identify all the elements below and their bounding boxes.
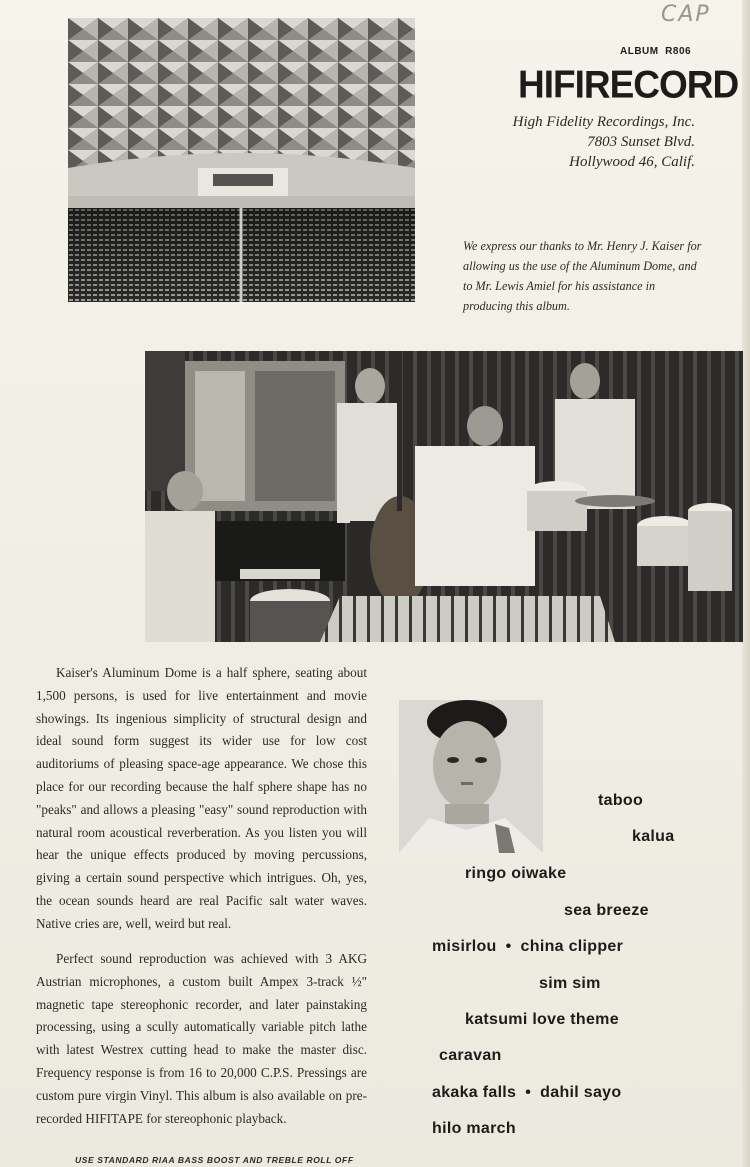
artist-portrait <box>399 700 543 853</box>
track-title: misirlou <box>432 938 497 955</box>
track-title: akaka falls <box>432 1084 517 1101</box>
track-separator: • <box>525 1084 532 1101</box>
track-title: ringo oiwake <box>465 865 567 882</box>
aluminum-dome-photo <box>68 18 415 302</box>
track-title: sea breeze <box>564 902 649 919</box>
track-line <box>432 1084 621 1102</box>
address-line: Hollywood 46, Calif. <box>569 154 695 170</box>
track-title: hilo march <box>432 1120 516 1137</box>
sleeve-edge <box>742 0 750 1167</box>
band-photo <box>145 351 743 642</box>
label-address <box>455 112 695 172</box>
track-line <box>432 938 623 956</box>
playback-instruction: USE STANDARD RIAA BASS BOOST AND TREBLE ROLL OFF <box>75 1155 354 1165</box>
dome-description-paragraph: Kaiser's Aluminum Dome is a half sphere, seating about 1,500 persons, is used for live entertainment and movie showings. Its ingenious simplicity of structural design and ideal sound form suggest its wider use for low cost auditoriums of pleasing space-age appearance. We chose this place for our recording because the half sphere shape has no "peaks" and allows a pleasing "easy" sound reproduction with natural room acoustical reverberation. As you listen you will hear the unique effects produced by moving percussions, giving a certain sound perspective which intrigues. Oh, yes, the ocean sounds heard are real Pacific salt water waves. Native cries are, well, weird but real. <box>36 665 367 931</box>
track-title: sim sim <box>539 975 601 992</box>
track-title: taboo <box>598 792 644 809</box>
track-title: dahil sayo <box>540 1084 622 1101</box>
address-line: 7803 Sunset Blvd. <box>587 134 695 150</box>
track-separator: • <box>505 938 512 955</box>
track-title: kalua <box>632 828 675 845</box>
hifirecord-logo: HIFIRECORD <box>518 62 739 106</box>
address-line: High Fidelity Recordings, Inc. <box>512 114 695 130</box>
album-number: ALBUM R806 <box>620 46 692 57</box>
handwritten-mark: CAP <box>661 2 711 27</box>
track-title: katsumi love theme <box>465 1011 619 1028</box>
track-title: caravan <box>439 1047 502 1064</box>
acknowledgement-text: We express our thanks to Mr. Henry J. Kaiser for allowing us the use of the Aluminum Dome, and to Mr. Lewis Amiel for his assistance in producing this album. <box>463 239 702 313</box>
track-title: china clipper <box>520 938 624 955</box>
recording-details-paragraph: Perfect sound reproduction was achieved with 3 AKG Austrian microphones, a custom built Ampex 3-track ½" magnetic tape stereophonic recorder, and later painstaking processing, using a scully automatically variable pitch lathe with latest Westrex cutting head to make the master disc. Frequency response is from 16 to 20,000 C.P.S. Pressings are custom pure virgin Vinyl. This album is also available on pre-recorded HIFITAPE for stereophonic playback. <box>36 951 367 1126</box>
